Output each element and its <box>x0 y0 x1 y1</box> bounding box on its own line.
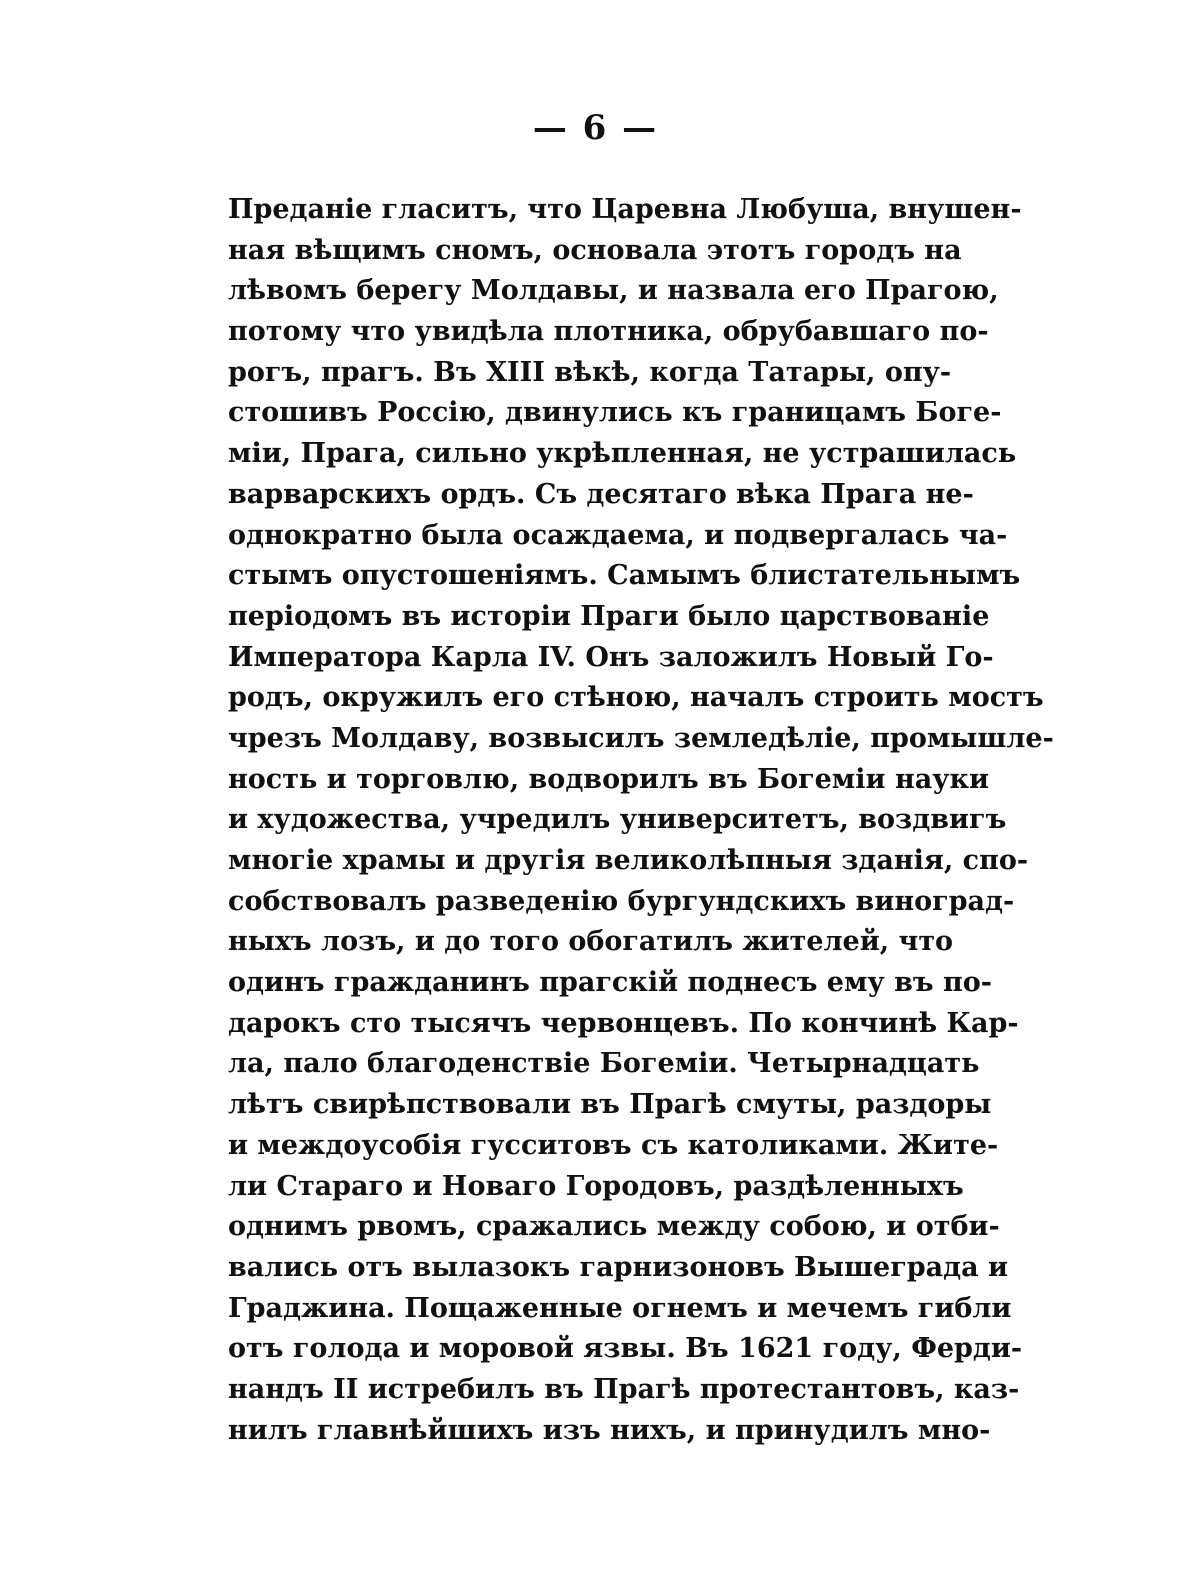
text-line: и междоусобія гусситовъ съ католиками. Жите- <box>228 1129 999 1161</box>
text-line: ли Стараго и Новаго Городовъ, раздѣленныхъ <box>228 1170 964 1202</box>
text-line: однимъ рвомъ, сражались между собою, и отби- <box>228 1211 1000 1243</box>
text-line: и художества, учредилъ университетъ, воздвигъ <box>228 804 1007 836</box>
text-line: лѣтъ свирѣпствовали въ Прагѣ смуты, раздоры <box>228 1089 992 1121</box>
text-line: однократно была осаждаема, и подвергалась ча- <box>228 519 1008 551</box>
text-line: міи, Прага, сильно укрѣпленная, не устрашилась <box>228 438 1017 470</box>
page-number: — 6 — <box>532 108 659 148</box>
text-line: ная вѣщимъ сномъ, основала этотъ городъ на <box>228 234 962 266</box>
text-line: Граджина. Пощаженные огнемъ и мечемъ гибли <box>228 1292 1012 1324</box>
text-line: дарокъ сто тысячъ червонцевъ. По кончинѣ Кар- <box>228 1007 1019 1039</box>
text-line: нилъ главнѣйшихъ изъ нихъ, и принудилъ мно- <box>228 1414 991 1446</box>
text-line: вались отъ вылазокъ гарнизоновъ Вышеграда и <box>228 1251 1009 1283</box>
text-line: отъ голода и моровой язвы. Въ 1621 году, Ферди- <box>228 1333 1023 1365</box>
text-line: многіе храмы и другія великолѣпныя зданія, спо- <box>228 845 1029 876</box>
text-line: Императора Карла IV. Онъ заложилъ Новый Го- <box>228 641 994 673</box>
text-line: одинъ гражданинъ прагскій поднесъ ему въ по- <box>228 967 992 999</box>
text-line: стымъ опустошеніямъ. Самымъ блистательнымъ <box>228 560 1021 592</box>
text-line: ла, пало благоденствіе Богеміи. Четырнадцать <box>228 1048 980 1080</box>
text-line: Преданіе гласитъ, что Царевна Любуша, внушен- <box>228 194 1022 225</box>
text-line: варварскихъ ордъ. Съ десятаго вѣка Прага не- <box>228 478 974 510</box>
text-line: чрезъ Молдаву, возвысилъ земледѣліе, промышле- <box>228 722 1054 754</box>
text-line: лѣвомъ берегу Молдавы, и назвала его Прагою, <box>228 275 999 307</box>
text-line: ныхъ лозъ, и до того обогатилъ жителей, что <box>228 926 954 958</box>
text-line: собствовалъ разведенію бургундскихъ виноград- <box>228 885 1015 917</box>
text-line: рогъ, прагъ. Въ XIII вѣкѣ, когда Татары, опу- <box>228 356 952 388</box>
text-line: нандъ II истребилъ въ Прагѣ протестантовъ, каз- <box>228 1373 1020 1405</box>
text-line: родъ, окружилъ его стѣною, началъ строить мостъ <box>228 682 1044 714</box>
text-line: періодомъ въ исторіи Праги было царствованіе <box>228 600 990 632</box>
body-text <box>228 190 1054 1451</box>
text-line: стошивъ Россію, двинулись къ границамъ Боге- <box>228 397 1002 429</box>
text-line: потому что увидѣла плотника, обрубавшаго по- <box>228 316 989 348</box>
text-line: ность и торговлю, водворилъ въ Богеміи науки <box>228 763 990 795</box>
